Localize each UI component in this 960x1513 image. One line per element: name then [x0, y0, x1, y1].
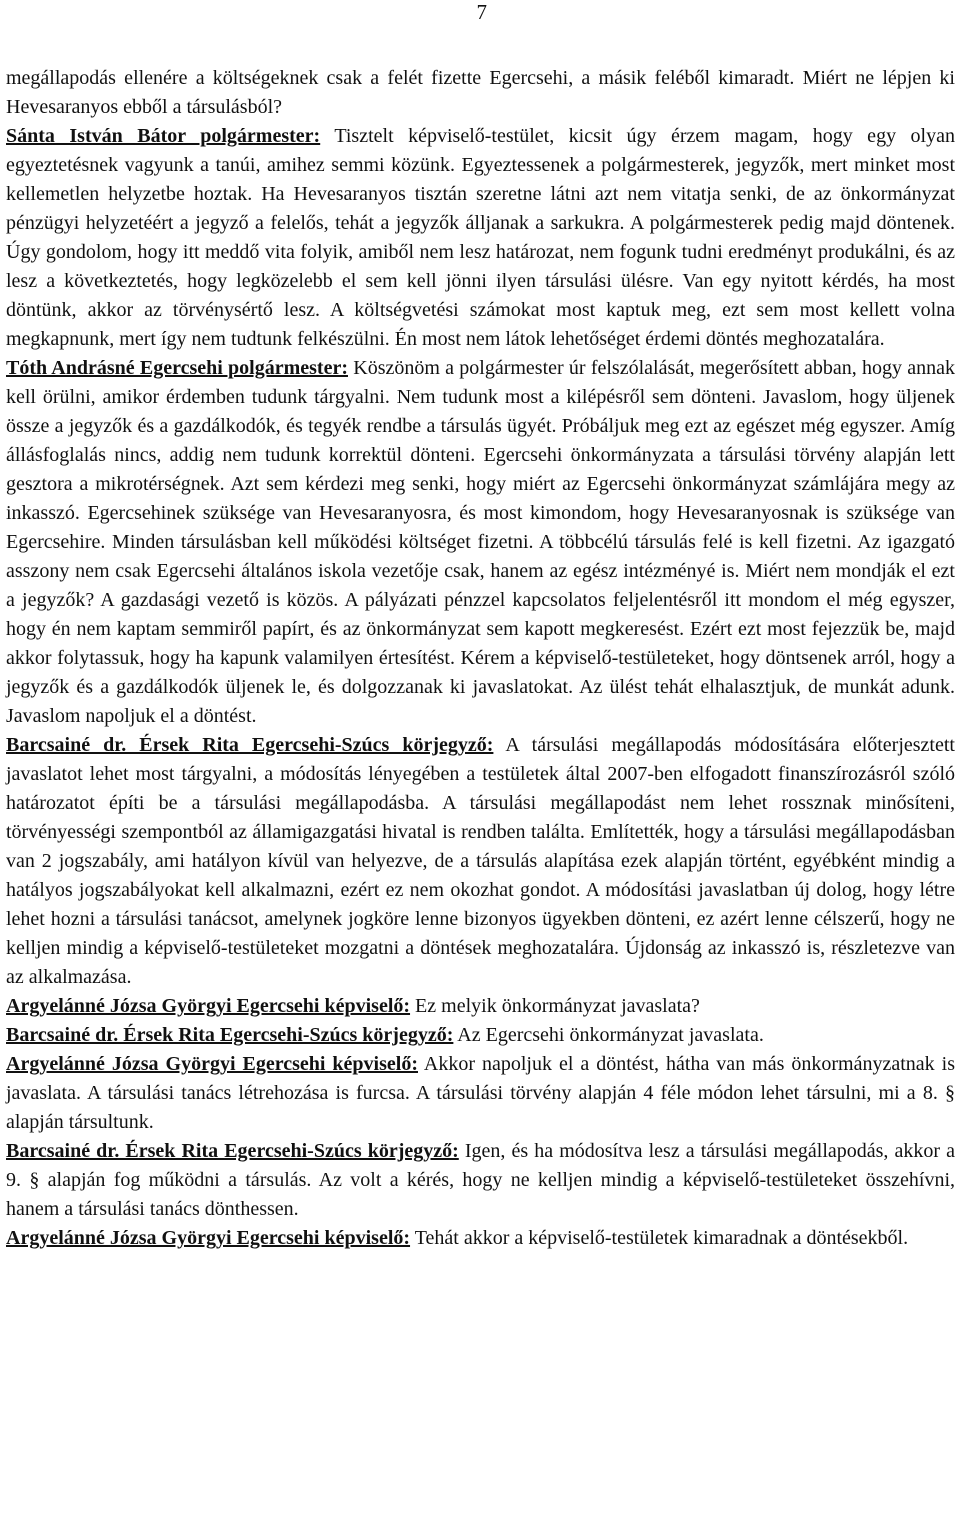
speaker-name: Argyelánné Józsa Györgyi Egercsehi képviselő: — [6, 995, 411, 1017]
paragraph-5 — [6, 992, 955, 1021]
paragraph-2 — [6, 122, 955, 354]
paragraph-9 — [6, 1224, 955, 1253]
speaker-name: Barcsainé dr. Érsek Rita Egercsehi-Szúcs körjegyző: — [6, 1140, 459, 1162]
speaker-name: Sánta István Bátor polgármester: — [6, 125, 321, 147]
speaker-name: Argyelánné Józsa Györgyi Egercsehi képviselő: — [6, 1053, 418, 1075]
paragraph-text: Tehát akkor a képviselő-testületek kimaradnak a döntésekből. — [414, 1227, 909, 1249]
speaker-name: Tóth Andrásné Egercsehi polgármester: — [6, 357, 348, 379]
paragraph-6 — [6, 1021, 955, 1050]
paragraph-text: Tisztelt képviselő-testület, kicsit úgy érzem magam, hogy egy olyan egyeztetésnek vagyunk a tanúi, amihez semmi közünk. Egyeztessenek a polgármesterek, jegyzők, mert minket most kellemetlen helyzetbe hoztak. Ha Hevesaranyos tisztán szeretne látni azt nem vitatja senki, de az önkormányzat pénzügyi helyzetéért a jegyző a felelős, tehát a jegyzők álljanak a sarkukra. A polgármesterek pedig majd döntenek. Úgy gondolom, hogy itt meddő vita folyik, amiből nem lesz határozat, nem fogunk tudni eredményt produkálni, és az lesz a következtetés, hogy legközelebb el sem kell jönni ilyen társulási ülésre. Van egy nyitott kérdés, ha most döntünk, akkor az törvénysértő lesz. A költségvetési számokat most kaptuk meg, ezt sem most kellett volna megkapnunk, mert így nem tudtunk felkészülni. Én most nem látok lehetőséget érdemi döntés meghozatalára. — [6, 125, 955, 350]
paragraph-text: Ez melyik önkormányzat javaslata? — [415, 995, 700, 1017]
paragraph-7 — [6, 1050, 955, 1137]
paragraph-3 — [6, 354, 955, 731]
speaker-name: Barcsainé dr. Érsek Rita Egercsehi-Szúcs körjegyző: — [6, 734, 494, 756]
paragraph-text: A társulási megállapodás módosítására előterjesztett javaslatot lehet most tárgyalni, a módosítás lényegében a testületek által 2007-ben elfogadott finanszírozásról szóló határozatot építi be a társulási megállapodásba. A társulási megállapodást nem lehet rossznak minősíteni, törvényességi szempontból az államigazgatási hivatal is rendben találta. Említették, hogy a társulási megállapodásban van 2 jogszabály, ami hatályon kívül van helyezve, de a társulás alapítása ezek alapján történt, egyébként mindig a hatályos jogszabályokat kell alkalmazni, ezért ez nem okozhat gondot. A módosítási javaslatban új dolog, hogy létre lehet hozni a társulási tanácsot, amelynek jogköre lenne bizonyos ügyekben dönteni, ez azért lenne célszerű, hogy ne kelljen mindig a képviselő-testületeket mozgatni a döntések meghozatalára. Újdonság az inkasszó is, részletezve van az alkalmazása. — [6, 734, 955, 988]
paragraph-4 — [6, 731, 955, 992]
paragraph-text: Akkor napoljuk el a döntést, hátha van más önkormányzatnak is javaslata. A társulási tanács létrehozása is furcsa. A társulási törvény alapján 4 féle módon lehet társulni, mi a 8. § alapján társultunk. — [6, 1053, 955, 1133]
paragraph-text: Igen, és ha módosítva lesz a társulási megállapodás, akkor a 9. § alapján fog működni a társulás. Az volt a kérés, hogy ne kelljen mindig a képviselő-testületeket összehívni, hanem a társulási tanács dönthessen. — [6, 1140, 956, 1220]
speaker-name: Barcsainé dr. Érsek Rita Egercsehi-Szúcs körjegyző: — [6, 1024, 454, 1046]
paragraph-8 — [6, 1137, 955, 1224]
document-body — [6, 64, 955, 1253]
paragraph-text: Az Egercsehi önkormányzat javaslata. — [457, 1024, 764, 1046]
paragraph-text: Köszönöm a polgármester úr felszólalását, megerősített abban, hogy annak kell örülni, amikor érdemben tudunk tárgyalni. Nem tudunk most a kilépésről sem dönteni. Javaslom, hogy üljenek össze a jegyzők és a gazdálkodók, és tegyék rendbe a társulás ügyét. Próbáljuk meg ezt az egészet még egyszer. Amíg állásfoglalás nincs, addig nem tudunk korrektül dönteni. Egercsehi önkormányzata a társulási törvény alapján lett gesztora a mikrotérségnek. Azt sem kérdezi meg senki, hogy miért az Egercsehi önkormányzat számlájára megy az inkasszó. Egercsehinek szüksége van Hevesaranyosra, és most kimondom, hogy Hevesaranyosnak is szüksége van Egercsehire. Minden társulásban kell működési költséget fizetni. A többcélú társulás felé is kell fizetni. Az igazgató asszony nem csak Egercsehi általános iskola vezetője csak, hanem az egész intézményé is. Miért nem mondják el ezt a jegyzők? A gazdasági vezető is közös. A pályázati pénzzel kapcsolatos feljelentésről itt mondom el még egyszer, hogy én nem kaptam semmiről papírt, és az önkormányzat sem kapott megkeresést. Ezért ezt most fejezzük be, majd akkor folytassuk, hogy ha kapunk valamilyen értesítést. Kérem a képviselő-testületeket, hogy döntsenek arról, hogy a jegyzők és a gazdálkodók üljenek le, és dolgozzanak ki javaslatokat. Az ülést tehát elhalasztjuk, de munkát adunk. Javaslom napoljuk el a döntést. — [6, 357, 955, 727]
paragraph-text: megállapodás ellenére a költségeknek csak a felét fizette Egercsehi, a másik feléből kimaradt. Miért ne lépjen ki Hevesaranyos ebből a társulásból? — [6, 67, 955, 118]
page-number: 7 — [476, 0, 487, 24]
speaker-name: Argyelánné Józsa Györgyi Egercsehi képviselő: — [6, 1227, 411, 1249]
paragraph-1 — [6, 64, 955, 122]
